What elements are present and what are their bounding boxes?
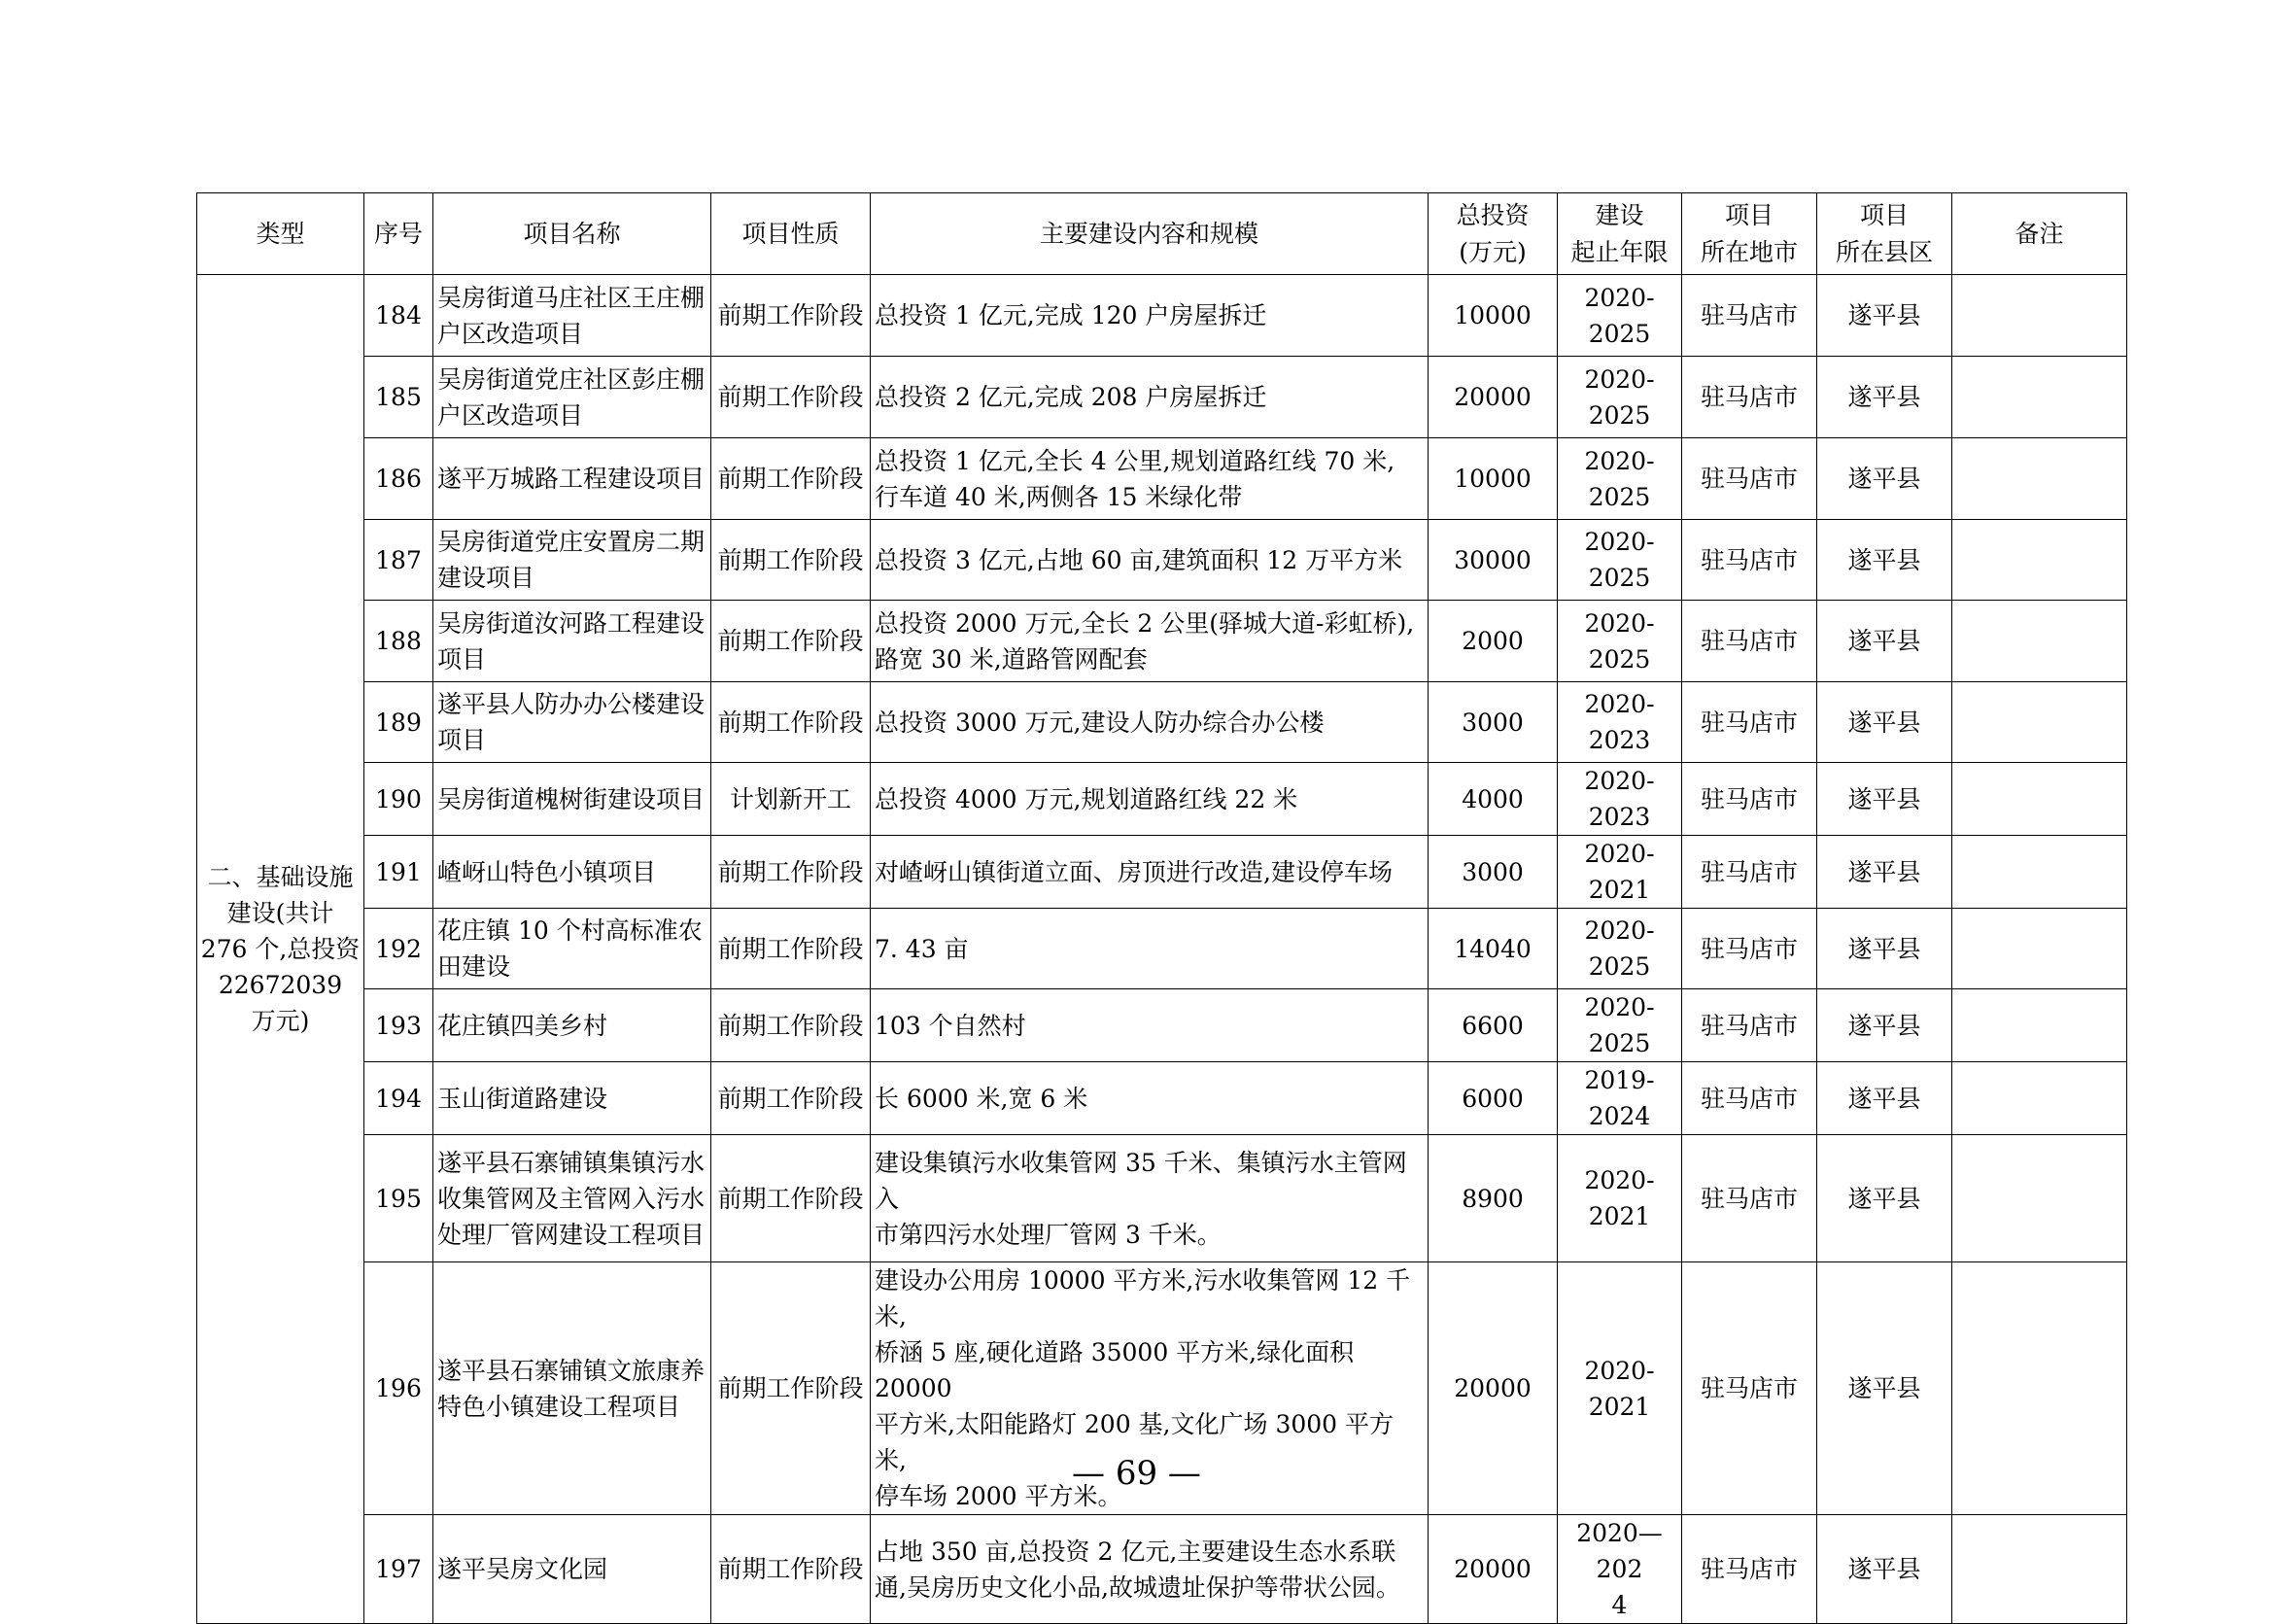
table-row [197,438,2127,520]
cell-content [871,275,1429,357]
cell-content-line: 总投资 3 亿元,占地 60 亩,建筑面积 12 万平方米 [875,545,1403,574]
cell-content-line: 建设集镇污水收集管网 35 千米、集镇污水主管网入 [875,1148,1407,1213]
category-cell [197,275,364,1624]
cell-content-line: 通,吴房历史文化小品,故城遗址保护等带状公园。 [875,1572,1400,1602]
cell-name-line: 遂平万城路工程建设项目 [437,465,706,493]
table-row [197,836,2127,909]
cell-content [871,763,1429,836]
cell-period [1558,836,1682,909]
cell-period [1558,438,1682,520]
header-period-line1: 建设 [1595,200,1644,229]
cell-remark [1952,909,2127,989]
cell-period-line: 2020-2023 [1584,767,1655,831]
header-city-line2: 所在地市 [1700,237,1798,266]
cell-no: 188 [364,601,433,682]
cell-invest: 30000 [1429,520,1558,601]
cell-period-line: 2020-2021 [1584,1166,1655,1230]
cell-no: 189 [364,682,433,763]
cell-period [1558,1062,1682,1135]
cell-invest: 4000 [1429,763,1558,836]
cell-period-line: 2020-2021 [1584,1356,1655,1421]
cell-remark [1952,682,2127,763]
cell-period-line: 2020-2021 [1584,840,1655,904]
cell-remark [1952,836,2127,909]
cell-city: 驻马店市 [1682,909,1817,989]
cell-name-line: 收集管网及主管网入污水 [437,1184,706,1213]
cell-content-line: 路宽 30 米,道路管网配套 [875,644,1148,674]
cell-name-line: 吴房街道党庄社区彭庄棚 [437,364,706,394]
cell-no: 185 [364,357,433,438]
cell-content [871,836,1429,909]
header-county-line2: 所在县区 [1835,237,1933,266]
cell-invest: 10000 [1429,275,1558,357]
header-period-line2: 起止年限 [1570,237,1669,266]
table-row [197,357,2127,438]
cell-no: 194 [364,1062,433,1135]
cell-city: 驻马店市 [1682,1062,1817,1135]
cell-no: 195 [364,1135,433,1262]
category-line: 276 个,总投资 [200,935,361,963]
cell-content-line: 桥涵 5 座,硬化道路 35000 平方米,绿化面积 20000 [875,1338,1355,1402]
header-row [197,193,2127,275]
table-row [197,989,2127,1062]
header-no: 序号 [364,193,433,275]
cell-nature: 前期工作阶段 [711,1135,871,1262]
category-line: 万元) [251,1007,310,1035]
cell-period-line: 2020-2025 [1584,283,1655,348]
cell-period-line: 2019-2024 [1584,1066,1655,1130]
cell-name [433,682,711,763]
cell-county: 遂平县 [1817,438,1952,520]
cell-remark [1952,1062,2127,1135]
cell-content [871,909,1429,989]
cell-nature: 前期工作阶段 [711,989,871,1062]
header-remark: 备注 [1952,193,2127,275]
cell-city: 驻马店市 [1682,520,1817,601]
cell-county: 遂平县 [1817,1062,1952,1135]
cell-content-line: 总投资 2 亿元,完成 208 户房屋拆迁 [875,383,1267,411]
cell-no: 197 [364,1515,433,1624]
cell-city: 驻马店市 [1682,1515,1817,1624]
cell-nature: 前期工作阶段 [711,520,871,601]
cell-county: 遂平县 [1817,836,1952,909]
cell-county: 遂平县 [1817,909,1952,989]
cell-county: 遂平县 [1817,1262,1952,1515]
page-number: — 69 — [1072,1454,1201,1493]
table-row [197,1062,2127,1135]
category-line: 二、基础设施 [207,863,354,891]
cell-remark [1952,357,2127,438]
cell-name-line: 田建设 [437,952,511,981]
cell-name-line: 遂平吴房文化园 [437,1555,608,1583]
cell-city: 驻马店市 [1682,836,1817,909]
cell-content-line: 总投资 4000 万元,规划道路红线 22 米 [875,784,1298,813]
cell-name-line: 户区改造项目 [437,319,584,348]
cell-nature: 计划新开工 [711,763,871,836]
cell-no: 187 [364,520,433,601]
cell-name [433,836,711,909]
header-content: 主要建设内容和规模 [871,193,1429,275]
cell-content-line: 103 个自然村 [875,1011,1026,1040]
table-row [197,682,2127,763]
cell-name-line: 嵖岈山特色小镇项目 [437,857,657,886]
cell-period-line: 2020-2023 [1584,690,1655,754]
cell-name-line: 吴房街道党庄安置房二期 [437,528,706,556]
cell-content [871,1062,1429,1135]
cell-nature: 前期工作阶段 [711,682,871,763]
cell-city: 驻马店市 [1682,438,1817,520]
cell-content [871,1135,1429,1262]
cell-invest: 20000 [1429,1262,1558,1515]
cell-content-line: 停车场 2000 平方米。 [875,1482,1122,1510]
cell-period-line: 2020-2025 [1584,916,1655,981]
cell-invest: 6600 [1429,989,1558,1062]
cell-nature: 前期工作阶段 [711,601,871,682]
cell-name-line: 吴房街道马庄社区王庄棚 [437,283,706,312]
cell-content-line: 长 6000 米,宽 6 米 [875,1084,1088,1113]
header-county [1817,193,1952,275]
table-row [197,520,2127,601]
cell-nature: 前期工作阶段 [711,357,871,438]
cell-period [1558,357,1682,438]
cell-period-line: 2020-2025 [1584,446,1655,511]
cell-invest: 3000 [1429,836,1558,909]
cell-content-line: 7. 43 亩 [875,934,969,963]
table-row [197,909,2127,989]
header-nature: 项目性质 [711,193,871,275]
cell-period [1558,1135,1682,1262]
header-invest-line2: (万元) [1459,237,1527,266]
cell-name [433,520,711,601]
cell-county: 遂平县 [1817,1515,1952,1624]
cell-city: 驻马店市 [1682,601,1817,682]
cell-invest: 6000 [1429,1062,1558,1135]
cell-nature: 前期工作阶段 [711,909,871,989]
cell-county: 遂平县 [1817,601,1952,682]
cell-name-line: 户区改造项目 [437,400,584,430]
cell-no: 192 [364,909,433,989]
table-row [197,1135,2127,1262]
header-invest-line1: 总投资 [1456,200,1530,229]
cell-no: 190 [364,763,433,836]
cell-period [1558,989,1682,1062]
cell-remark [1952,1135,2127,1262]
cell-remark [1952,520,2127,601]
project-table-container [196,192,2126,1624]
cell-content [871,601,1429,682]
cell-county: 遂平县 [1817,520,1952,601]
cell-name-line: 遂平县石寨铺镇集镇污水 [437,1148,706,1177]
cell-invest: 20000 [1429,357,1558,438]
cell-remark [1952,601,2127,682]
cell-content-line: 建设办公用房 10000 平方米,污水收集管网 12 千米, [875,1266,1411,1330]
cell-content [871,682,1429,763]
cell-remark [1952,275,2127,357]
cell-name-line: 建设项目 [437,564,535,592]
header-city-line1: 项目 [1724,200,1774,229]
cell-period [1558,909,1682,989]
cell-city: 驻马店市 [1682,989,1817,1062]
cell-content-line: 市第四污水处理厂管网 3 千米。 [875,1220,1222,1249]
cell-period [1558,601,1682,682]
cell-name-line: 吴房街道汝河路工程建设 [437,608,706,638]
header-period [1558,193,1682,275]
cell-nature: 前期工作阶段 [711,438,871,520]
cell-content [871,520,1429,601]
cell-period [1558,275,1682,357]
cell-city: 驻马店市 [1682,1135,1817,1262]
cell-city: 驻马店市 [1682,682,1817,763]
header-name: 项目名称 [433,193,711,275]
cell-nature: 前期工作阶段 [711,836,871,909]
cell-county: 遂平县 [1817,357,1952,438]
cell-name-line: 花庄镇 10 个村高标准农 [437,916,703,945]
cell-name-line: 吴房街道槐树街建设项目 [437,784,706,813]
cell-period-line: 2020—202 [1576,1519,1663,1583]
cell-no: 186 [364,438,433,520]
cell-name-line: 特色小镇建设工程项目 [437,1392,681,1421]
cell-county: 遂平县 [1817,275,1952,357]
cell-nature: 前期工作阶段 [711,1062,871,1135]
cell-content [871,357,1429,438]
cell-invest: 20000 [1429,1515,1558,1624]
cell-content-line: 对嵖岈山镇街道立面、房顶进行改造,建设停车场 [875,857,1393,886]
header-county-line1: 项目 [1859,200,1909,229]
header-city [1682,193,1817,275]
cell-name-line: 遂平县人防办办公楼建设 [437,690,706,718]
project-table [196,192,2127,1624]
cell-no: 184 [364,275,433,357]
table-row [197,763,2127,836]
cell-content-line: 总投资 3000 万元,建设人防办综合办公楼 [875,708,1325,737]
cell-content-line: 总投资 2000 万元,全长 2 公里(驿城大道-彩虹桥), [875,608,1415,638]
header-invest [1429,193,1558,275]
cell-nature: 前期工作阶段 [711,1515,871,1624]
category-line: 建设(共计 [226,899,334,927]
cell-no: 191 [364,836,433,909]
cell-invest: 10000 [1429,438,1558,520]
cell-period-line: 2020-2025 [1584,608,1655,674]
table-row [197,601,2127,682]
cell-nature: 前期工作阶段 [711,1262,871,1515]
cell-period [1558,682,1682,763]
cell-no: 196 [364,1262,433,1515]
cell-content-line: 平方米,太阳能路灯 200 基,文化广场 3000 平方米, [875,1410,1395,1474]
cell-period-line: 2020-2025 [1584,993,1655,1057]
cell-period-line: 4 [1611,1591,1628,1619]
cell-name [433,909,711,989]
cell-name-line: 项目 [437,726,487,754]
cell-period [1558,763,1682,836]
cell-content [871,438,1429,520]
cell-name-line: 玉山街道路建设 [437,1084,608,1113]
cell-name-line: 遂平县石寨铺镇文旅康养 [437,1356,706,1385]
cell-name [433,1062,711,1135]
cell-name [433,989,711,1062]
cell-remark [1952,763,2127,836]
table-row [197,275,2127,357]
cell-invest: 3000 [1429,682,1558,763]
cell-name [433,1135,711,1262]
header-type: 类型 [197,193,364,275]
cell-content-line: 行车道 40 米,两侧各 15 米绿化带 [875,482,1243,511]
cell-period-line: 2020-2025 [1584,528,1655,592]
cell-invest: 8900 [1429,1135,1558,1262]
cell-nature: 前期工作阶段 [711,275,871,357]
cell-name [433,357,711,438]
cell-city: 驻马店市 [1682,275,1817,357]
cell-county: 遂平县 [1817,682,1952,763]
cell-invest: 2000 [1429,601,1558,682]
cell-content [871,989,1429,1062]
cell-name [433,601,711,682]
cell-name [433,438,711,520]
cell-remark [1952,989,2127,1062]
category-line: 22672039 [218,971,343,999]
cell-name-line: 项目 [437,644,487,674]
cell-city: 驻马店市 [1682,763,1817,836]
cell-period [1558,520,1682,601]
cell-county: 遂平县 [1817,763,1952,836]
cell-name [433,763,711,836]
cell-invest: 14040 [1429,909,1558,989]
cell-period-line: 2020-2025 [1584,364,1655,430]
cell-content-line: 总投资 1 亿元,完成 120 户房屋拆迁 [875,301,1267,329]
cell-no: 193 [364,989,433,1062]
cell-name-line: 花庄镇四美乡村 [437,1011,608,1040]
cell-content-line: 总投资 1 亿元,全长 4 公里,规划道路红线 70 米, [875,446,1395,475]
cell-name-line: 处理厂管网建设工程项目 [437,1220,706,1249]
cell-county: 遂平县 [1817,989,1952,1062]
cell-county: 遂平县 [1817,1135,1952,1262]
cell-city: 驻马店市 [1682,1262,1817,1515]
cell-remark [1952,438,2127,520]
cell-content-line: 占地 350 亩,总投资 2 亿元,主要建设生态水系联 [875,1537,1396,1566]
cell-city: 驻马店市 [1682,357,1817,438]
cell-name [433,275,711,357]
